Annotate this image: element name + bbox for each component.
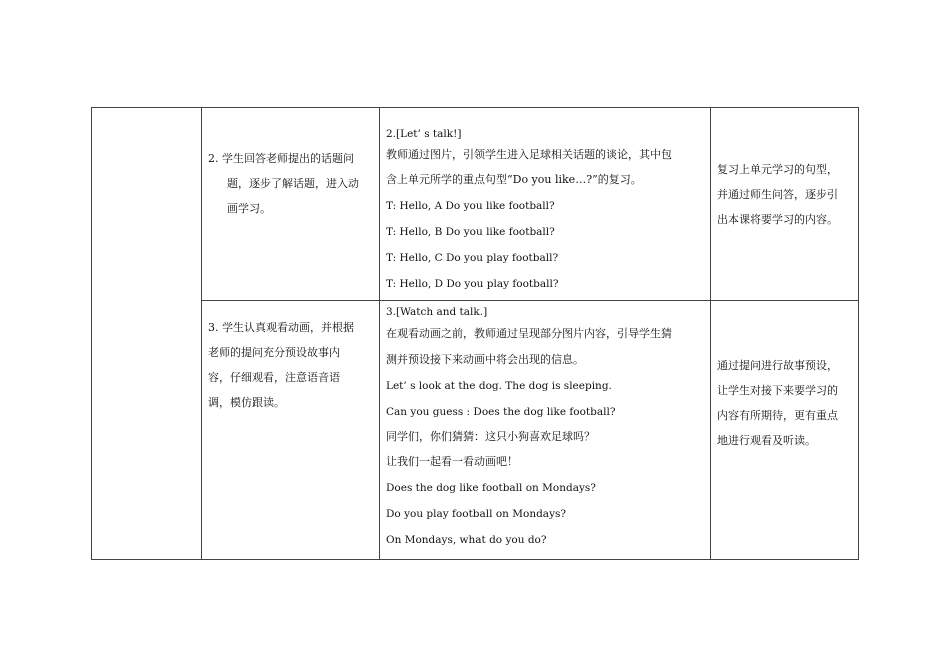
row2-line-3: 同学们，你们猜猜：这只小狗喜欢足球吗？	[386, 430, 595, 443]
row2-line-2: Can you guess : Does the dog like football?	[386, 406, 616, 418]
row2-student-line-4: 调，模仿跟读。	[208, 396, 285, 409]
row1-student-line-3: 画学习。	[227, 202, 271, 215]
row1-student-activity	[208, 146, 376, 221]
row1-teacher-desc-1: 教师通过图片，引领学生进入足球相关话题的谈论，其中包	[386, 148, 672, 161]
row2-line-1: Let’ s look at the dog. The dog is sleeping.	[386, 380, 612, 392]
row2-teacher-activity	[386, 302, 706, 550]
row1-teacher-desc-2: 含上单元所学的重点句型“Do you like…?”的复习。	[386, 173, 642, 186]
row2-line-6: Do you play football on Mondays?	[386, 508, 567, 520]
table-border-right	[858, 107, 859, 560]
row-divider	[201, 300, 859, 301]
row1-design-purpose	[717, 157, 855, 232]
row1-student-line-1: 2. 学生回答老师提出的话题问	[208, 152, 354, 165]
table-border-bottom	[91, 559, 859, 560]
row2-student-line-2: 老师的提问充分预设故事内	[208, 346, 340, 359]
row2-student-line-3: 容，仔细观看，注意语音语	[208, 371, 340, 384]
row2-line-7: On Mondays, what do you do?	[386, 534, 547, 546]
row2-line-5: Does the dog like football on Mondays?	[386, 482, 596, 494]
row2-purpose-line-3: 内容有所期待，更有重点	[717, 409, 838, 422]
lesson-table	[91, 107, 859, 560]
row2-teacher-heading: 3.[Watch and talk.]	[386, 306, 488, 318]
row1-dialogue-line-3: T: Hello, C Do you play football?	[386, 252, 559, 264]
row1-student-line-2: 题，逐步了解话题，进入动	[227, 177, 359, 190]
row2-purpose-line-4: 地进行观看及听读。	[717, 434, 816, 447]
column-divider-1	[201, 107, 202, 560]
row1-dialogue-line-2: T: Hello, B Do you like football?	[386, 226, 555, 238]
row1-teacher-activity	[386, 124, 706, 294]
row1-dialogue-line-1: T: Hello, A Do you like football?	[386, 200, 555, 212]
row2-purpose-line-2: 让学生对接下来要学习的	[717, 384, 838, 397]
row2-purpose-line-1: 通过提问进行故事预设，	[717, 359, 838, 372]
row2-design-purpose	[717, 353, 855, 453]
table-border-left	[91, 107, 92, 560]
row1-teacher-heading: 2.[Let’ s talk!]	[386, 128, 462, 140]
row1-purpose-line-1: 复习上单元学习的句型，	[717, 163, 838, 176]
row1-purpose-line-3: 出本课将要学习的内容。	[717, 213, 838, 226]
column-divider-2	[379, 107, 380, 560]
row1-purpose-line-2: 并通过师生问答，逐步引	[717, 188, 838, 201]
row2-line-4: 让我们一起看一看动画吧！	[386, 455, 518, 468]
row2-student-activity	[208, 315, 376, 415]
table-border-top	[91, 107, 859, 108]
row2-teacher-desc-1: 在观看动画之前，教师通过呈现部分图片内容，引导学生猜	[386, 327, 672, 340]
row1-dialogue-line-4: T: Hello, D Do you play football?	[386, 278, 559, 290]
column-divider-3	[710, 107, 711, 560]
row2-teacher-desc-2: 测并预设接下来动画中将会出现的信息。	[386, 353, 584, 366]
row2-student-line-1: 3. 学生认真观看动画，并根据	[208, 321, 354, 334]
